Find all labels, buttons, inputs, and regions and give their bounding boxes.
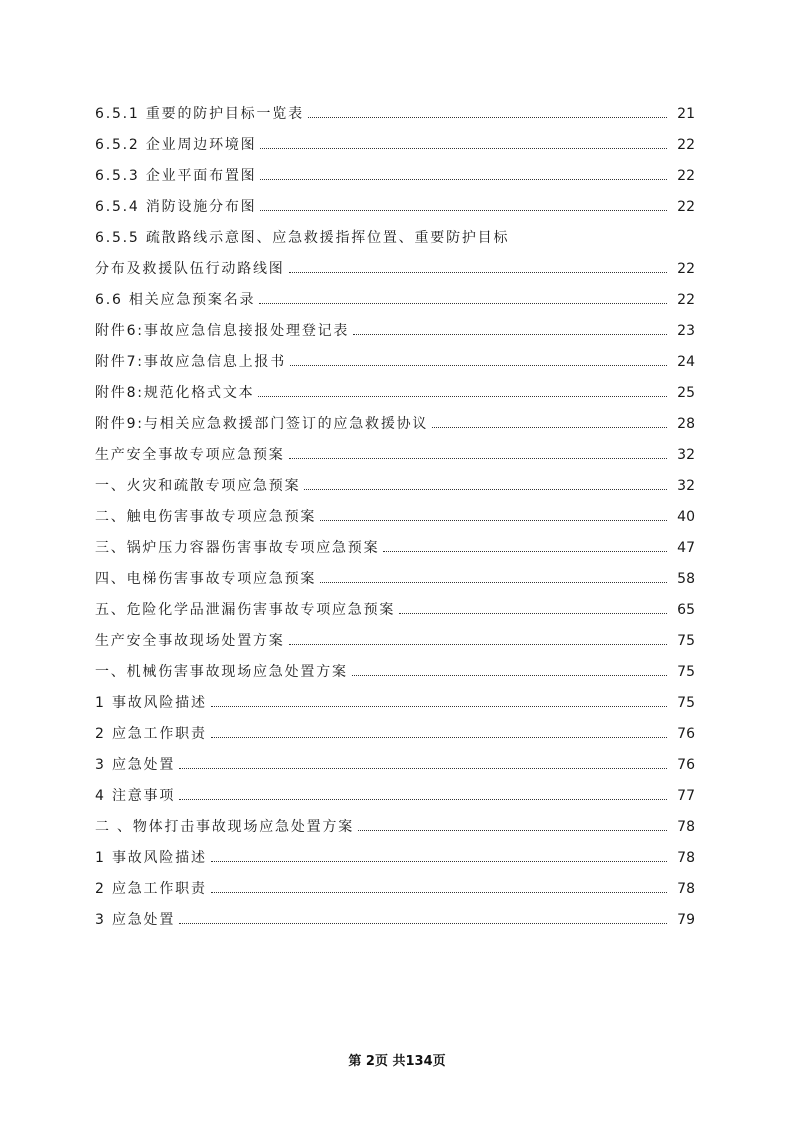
toc-entry-page-number: 22 <box>677 260 695 277</box>
toc-leader-dots <box>211 706 667 707</box>
toc-entry-page-number: 22 <box>677 136 695 153</box>
toc-entry[interactable] <box>95 377 695 408</box>
toc-entry-title: 一、火灾和疏散专项应急预案 <box>95 477 301 494</box>
toc-leader-dots <box>289 644 667 645</box>
toc-entry-page-number: 21 <box>677 105 695 122</box>
toc-entry[interactable] <box>95 98 695 129</box>
toc-entry-title: 6.5.4 消防设施分布图 <box>95 198 257 215</box>
toc-entry-title: 6.6 相关应急预案名录 <box>95 291 256 308</box>
toc-entry-page-number: 32 <box>677 477 695 494</box>
toc-leader-dots <box>211 861 667 862</box>
toc-entry-title: 附件9:与相关应急救援部门签订的应急救援协议 <box>95 415 429 432</box>
toc-entry-title: 3 应急处置 <box>95 756 176 773</box>
toc-entry-title: 2 应急工作职责 <box>95 725 207 742</box>
toc-leader-dots <box>358 830 667 831</box>
toc-leader-dots <box>320 520 667 521</box>
toc-entry[interactable] <box>95 253 695 284</box>
toc-entry[interactable] <box>95 625 695 656</box>
toc-entry-title: 分布及救援队伍行动路线图 <box>95 260 285 277</box>
toc-entry[interactable] <box>95 160 695 191</box>
toc-entry[interactable] <box>95 718 695 749</box>
toc-leader-dots <box>179 799 667 800</box>
toc-entry-title: 1 事故风险描述 <box>95 694 207 711</box>
toc-entry-page-number: 78 <box>677 818 695 835</box>
toc-entry[interactable] <box>95 501 695 532</box>
toc-entry[interactable] <box>95 191 695 222</box>
toc-entry-page-number: 58 <box>677 570 695 587</box>
toc-entry[interactable] <box>95 129 695 160</box>
toc-leader-dots <box>399 613 667 614</box>
toc-leader-dots <box>260 179 667 180</box>
toc-entry-page-number: 75 <box>677 632 695 649</box>
toc-leader-dots <box>289 272 667 273</box>
toc-entry-page-number: 75 <box>677 663 695 680</box>
toc-entry[interactable] <box>95 563 695 594</box>
toc-leader-dots <box>352 675 667 676</box>
toc-leader-dots <box>290 365 667 366</box>
toc-entry-title: 4 注意事项 <box>95 787 176 804</box>
toc-entry-title: 6.5.2 企业周边环境图 <box>95 136 257 153</box>
toc-leader-dots <box>179 923 667 924</box>
toc-entry[interactable] <box>95 811 695 842</box>
toc-entry[interactable] <box>95 749 695 780</box>
toc-entry-page-number: 24 <box>677 353 695 370</box>
toc-entry-page-number: 79 <box>677 911 695 928</box>
toc-leader-dots <box>320 582 667 583</box>
toc-entry-title: 3 应急处置 <box>95 911 176 928</box>
toc-entry-title: 2 应急工作职责 <box>95 880 207 897</box>
toc-entry-title: 生产安全事故专项应急预案 <box>95 446 285 463</box>
toc-entry[interactable] <box>95 346 695 377</box>
toc-entry[interactable] <box>95 439 695 470</box>
toc-leader-dots <box>260 148 667 149</box>
toc-entry-title: 二、触电伤害事故专项应急预案 <box>95 508 317 525</box>
toc-leader-dots <box>304 489 667 490</box>
toc-entry-page-number: 76 <box>677 756 695 773</box>
toc-entry-page-number: 78 <box>677 880 695 897</box>
page-footer: 第 2页 共134页 <box>348 1054 446 1069</box>
toc-entry[interactable] <box>95 222 695 253</box>
toc-entry[interactable] <box>95 470 695 501</box>
toc-entry-title: 6.5.3 企业平面布置图 <box>95 167 257 184</box>
toc-entry[interactable] <box>95 687 695 718</box>
toc-leader-dots <box>353 334 667 335</box>
toc-entry-page-number: 25 <box>677 384 695 401</box>
toc-leader-dots <box>308 117 667 118</box>
toc-leader-dots <box>260 210 667 211</box>
toc-entry[interactable] <box>95 315 695 346</box>
toc-entry-title: 附件7:事故应急信息上报书 <box>95 353 287 370</box>
toc-leader-dots <box>211 892 667 893</box>
toc-entry-title: 附件6:事故应急信息接报处理登记表 <box>95 322 350 339</box>
table-of-contents <box>95 98 695 935</box>
toc-entry-title: 附件8:规范化格式文本 <box>95 384 255 401</box>
toc-entry-title: 生产安全事故现场处置方案 <box>95 632 285 649</box>
toc-entry-title: 五、危险化学品泄漏伤害事故专项应急预案 <box>95 601 396 618</box>
toc-entry[interactable] <box>95 532 695 563</box>
toc-entry[interactable] <box>95 904 695 935</box>
toc-entry-title: 1 事故风险描述 <box>95 849 207 866</box>
toc-entry-title: 四、电梯伤害事故专项应急预案 <box>95 570 317 587</box>
toc-entry-page-number: 22 <box>677 291 695 308</box>
toc-entry-page-number: 23 <box>677 322 695 339</box>
toc-entry-page-number: 77 <box>677 787 695 804</box>
toc-entry[interactable] <box>95 594 695 625</box>
toc-entry-page-number: 32 <box>677 446 695 463</box>
toc-entry-page-number: 76 <box>677 725 695 742</box>
toc-entry-page-number: 65 <box>677 601 695 618</box>
toc-entry-page-number: 47 <box>677 539 695 556</box>
toc-entry-title: 一、机械伤害事故现场应急处置方案 <box>95 663 348 680</box>
toc-leader-dots <box>383 551 667 552</box>
toc-entry-title: 6.5.1 重要的防护目标一览表 <box>95 105 304 122</box>
toc-entry-page-number: 40 <box>677 508 695 525</box>
toc-entry-page-number: 28 <box>677 415 695 432</box>
toc-entry-title: 6.5.5 疏散路线示意图、应急救援指挥位置、重要防护目标 <box>95 229 510 246</box>
toc-entry[interactable] <box>95 873 695 904</box>
toc-entry[interactable] <box>95 842 695 873</box>
toc-leader-dots <box>258 396 667 397</box>
toc-leader-dots <box>289 458 667 459</box>
toc-entry[interactable] <box>95 284 695 315</box>
toc-entry-page-number: 78 <box>677 849 695 866</box>
toc-leader-dots <box>432 427 667 428</box>
toc-entry[interactable] <box>95 780 695 811</box>
toc-entry-title: 三、锅炉压力容器伤害事故专项应急预案 <box>95 539 380 556</box>
toc-entry-page-number: 75 <box>677 694 695 711</box>
toc-entry-page-number: 22 <box>677 167 695 184</box>
toc-leader-dots <box>211 737 667 738</box>
toc-leader-dots <box>179 768 667 769</box>
toc-entry[interactable] <box>95 408 695 439</box>
toc-entry[interactable] <box>95 656 695 687</box>
toc-entry-title: 二 、物体打击事故现场应急处置方案 <box>95 818 355 835</box>
toc-leader-dots <box>259 303 667 304</box>
toc-entry-page-number: 22 <box>677 198 695 215</box>
